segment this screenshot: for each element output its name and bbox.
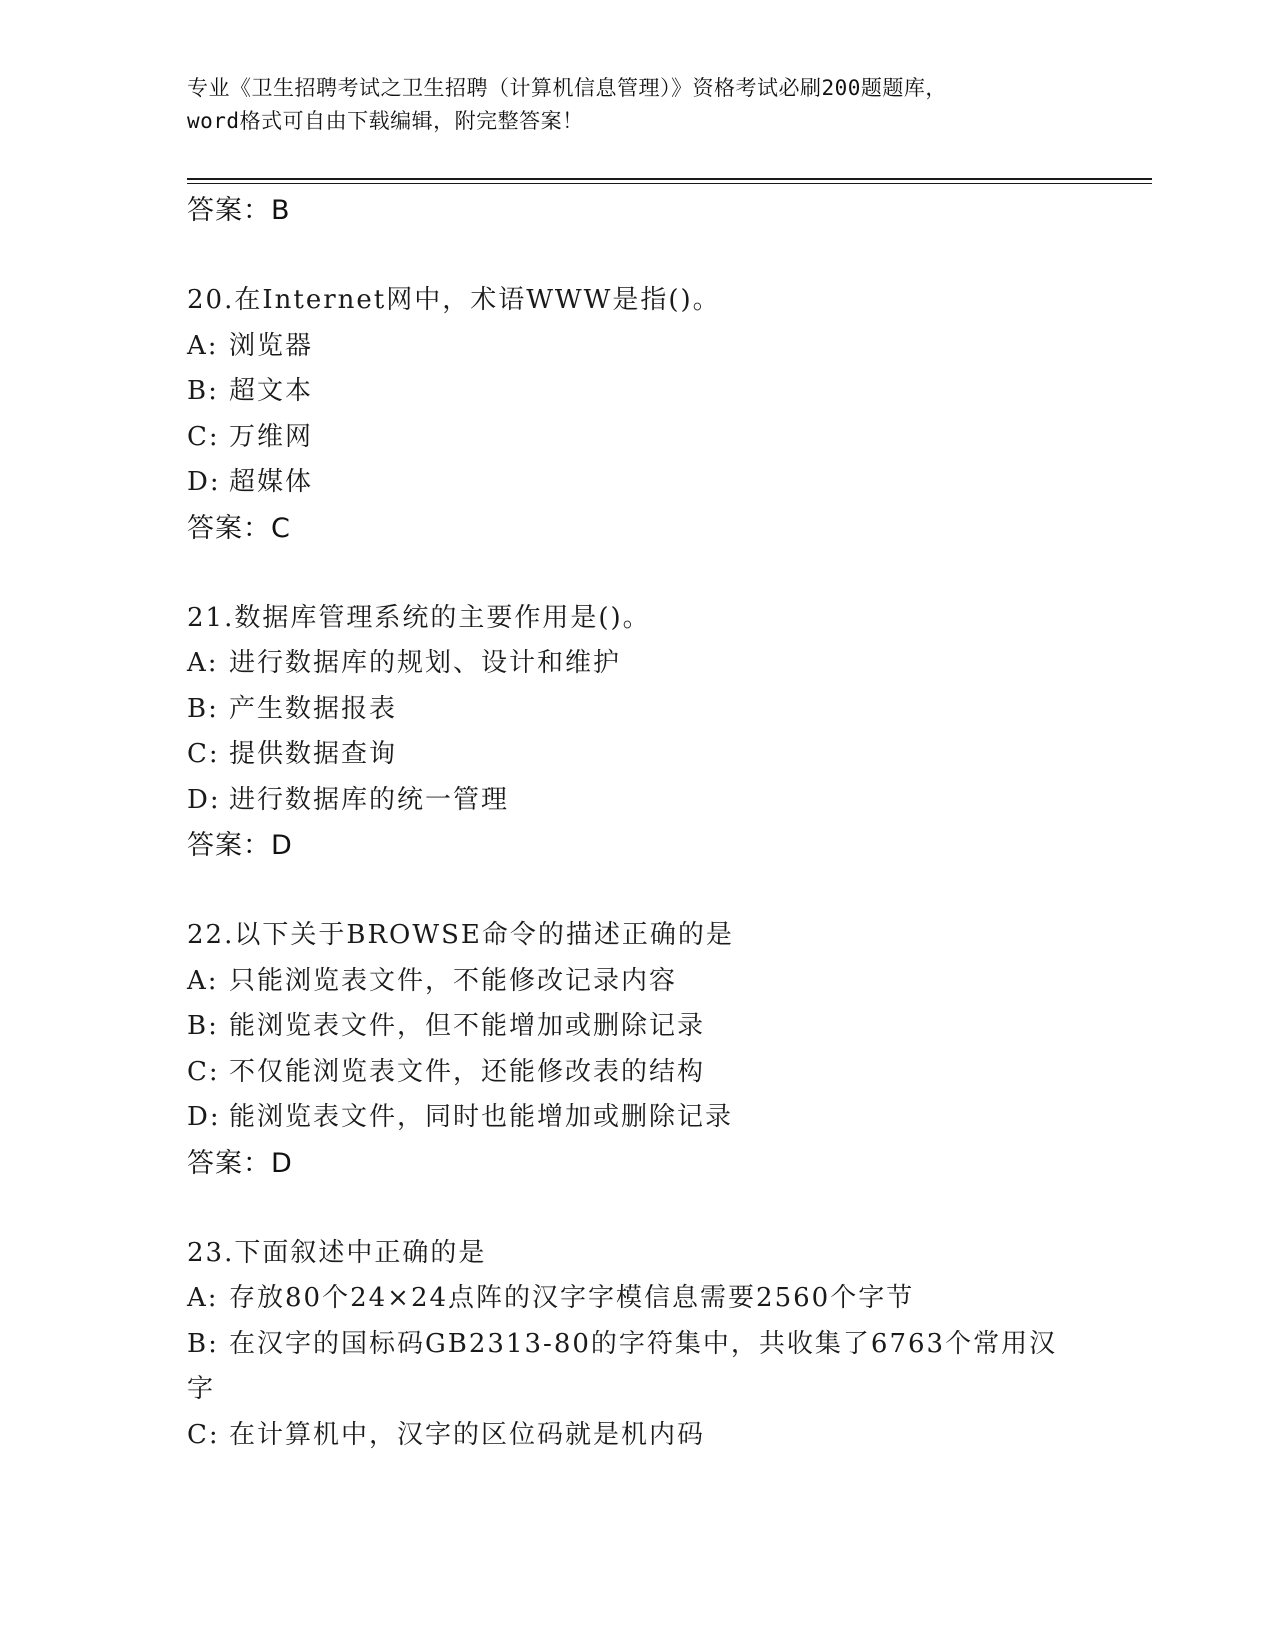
- previous-answer: 答案：B: [187, 195, 291, 226]
- option-c: [187, 415, 1087, 461]
- spacer: [187, 1187, 1087, 1231]
- question-block-20: [187, 278, 1087, 552]
- option-text: 超文本: [229, 376, 314, 406]
- spacer: [187, 552, 1087, 596]
- option-b: [187, 1004, 1087, 1050]
- question-list: [187, 188, 1087, 1458]
- option-b: [187, 1322, 1067, 1413]
- option-letter: C:: [187, 1419, 220, 1450]
- option-c: [187, 732, 1087, 778]
- header-divider-thick: [187, 178, 1152, 180]
- option-text: 进行数据库的规划、设计和维护: [229, 648, 622, 678]
- spacer: [187, 869, 1087, 913]
- question-text: 21.数据库管理系统的主要作用是()。: [187, 602, 651, 633]
- option-b: [187, 687, 1087, 733]
- option-a: [187, 959, 1087, 1005]
- question-block-21: [187, 596, 1087, 870]
- answer-line: 答案：D: [187, 1147, 293, 1179]
- question-text: 22.以下关于BROWSE命令的描述正确的是: [187, 920, 734, 950]
- option-text: 产生数据报表: [229, 693, 398, 724]
- header-title-line-2: word格式可自由下载编辑，附完整答案！: [187, 109, 584, 133]
- option-a: [187, 324, 1087, 370]
- question-block-23: [187, 1231, 1087, 1459]
- option-d: [187, 1095, 1087, 1141]
- question-text: 20.在Internet网中，术语WWW是指()。: [187, 285, 721, 315]
- spacer: [187, 234, 1087, 278]
- option-a: [187, 1276, 1087, 1322]
- answer-line: 答案：C: [187, 512, 291, 544]
- option-text: 不仅能浏览表文件，还能修改表的结构: [229, 1056, 706, 1087]
- header-divider-thin: [187, 183, 1152, 184]
- option-letter: B:: [187, 376, 219, 406]
- option-text: 万维网: [229, 421, 314, 452]
- option-c: [187, 1050, 1087, 1096]
- option-letter: D:: [187, 467, 221, 497]
- option-text: 存放80个24×24点阵的汉字字模信息需要2560个字节: [229, 1283, 915, 1313]
- option-letter: C:: [187, 739, 220, 769]
- option-text: 能浏览表文件，同时也能增加或删除记录: [229, 1102, 734, 1132]
- page-header: [187, 72, 1087, 138]
- option-letter: A:: [187, 330, 219, 361]
- option-letter: B:: [187, 1011, 219, 1041]
- option-letter: D:: [187, 1102, 221, 1132]
- option-text: 进行数据库的统一管理: [229, 784, 510, 815]
- option-letter: A:: [187, 1283, 219, 1313]
- option-text: 在计算机中，汉字的区位码就是机内码: [229, 1419, 706, 1450]
- option-c: [187, 1413, 1087, 1459]
- option-letter: D:: [187, 784, 221, 815]
- option-letter: A:: [187, 648, 219, 678]
- option-d: [187, 778, 1087, 824]
- option-letter: C:: [187, 421, 220, 452]
- option-letter: B:: [187, 693, 219, 724]
- option-text: 提供数据查询: [229, 739, 398, 769]
- header-title-line-1: 专业《卫生招聘考试之卫生招聘（计算机信息管理）》资格考试必刷200题题库，: [187, 76, 947, 100]
- option-text: 在汉字的国标码GB2313-80的字符集中，共收集了6763个常用汉字: [187, 1328, 1058, 1404]
- answer-line: 答案：D: [187, 830, 293, 861]
- option-letter: B:: [187, 1328, 219, 1359]
- option-text: 只能浏览表文件，不能修改记录内容: [229, 965, 678, 996]
- question-block-22: [187, 913, 1087, 1187]
- option-text: 超媒体: [229, 467, 314, 497]
- option-letter: A:: [187, 965, 219, 996]
- option-b: [187, 369, 1087, 415]
- option-letter: C:: [187, 1056, 220, 1087]
- option-d: [187, 460, 1087, 506]
- option-text: 浏览器: [229, 330, 314, 361]
- question-text: 23.下面叙述中正确的是: [187, 1237, 487, 1268]
- option-a: [187, 641, 1087, 687]
- option-text: 能浏览表文件，但不能增加或删除记录: [229, 1011, 706, 1041]
